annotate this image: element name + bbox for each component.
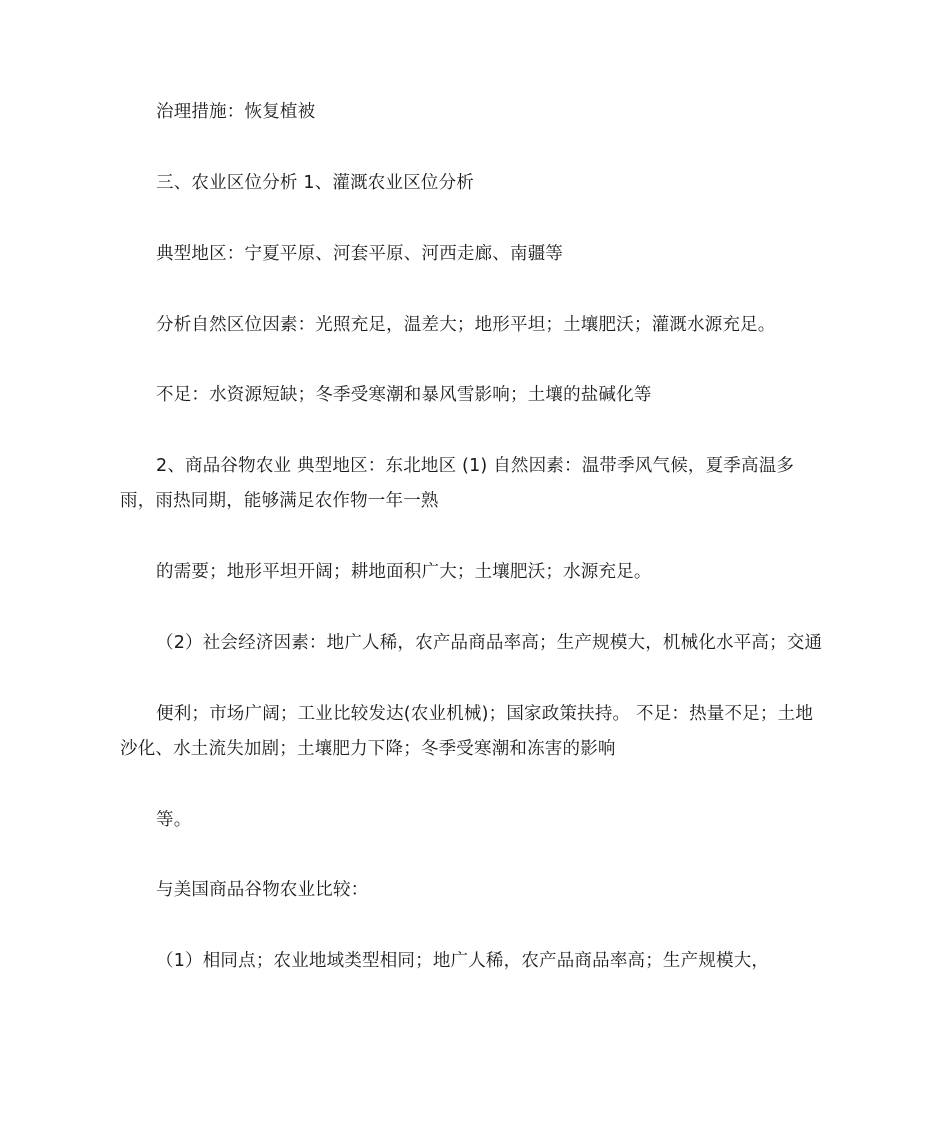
paragraph-line: 便利；市场广阔；工业比较发达(农业机械)；国家政策扶持。 不足：热量不足；土地 (156, 704, 814, 724)
paragraph-line: 与美国商品谷物农业比较： (156, 880, 369, 900)
paragraph-line: 治理措施：恢复植被 (156, 102, 316, 122)
paragraph-line: 三、农业区位分析 1、灌溉农业区位分析 (156, 173, 474, 193)
paragraph-line: 分析自然区位因素：光照充足，温差大；地形平坦；土壤肥沃；灌溉水源充足。 (156, 315, 776, 335)
paragraph-line: 等。 (156, 810, 192, 830)
paragraph-line: 雨，雨热同期，能够满足农作物一年一熟 (120, 491, 439, 511)
paragraph-line: 的需要；地形平坦开阔；耕地面积广大；土壤肥沃；水源充足。 (156, 562, 652, 582)
paragraph-line: 典型地区：宁夏平原、河套平原、河西走廊、南疆等 (156, 244, 564, 264)
paragraph-line: （2）社会经济因素：地广人稀，农产品商品率高；生产规模大，机械化水平高；交通 (156, 633, 823, 653)
paragraph-line: 不足：水资源短缺；冬季受寒潮和暴风雪影响；土壤的盐碱化等 (156, 385, 652, 405)
paragraph-line: 2、商品谷物农业 典型地区：东北地区 (1) 自然因素：温带季风气候，夏季高温多 (156, 456, 795, 476)
paragraph-line: 沙化、水土流失加剧；土壤肥力下降；冬季受寒潮和冻害的影响 (120, 739, 616, 759)
paragraph-line: （1）相同点；农业地域类型相同；地广人稀，农产品商品率高；生产规模大， (156, 951, 770, 971)
